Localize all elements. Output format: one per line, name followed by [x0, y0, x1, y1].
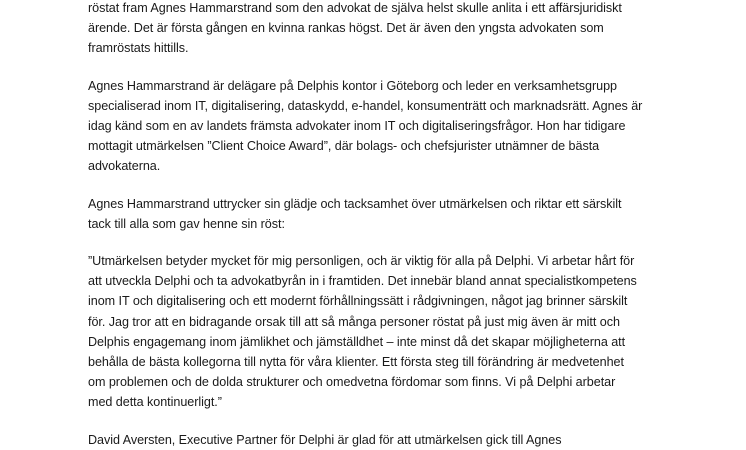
text-line: röstat fram Agnes Hammarstrand som den advokat de själva helst skulle anlita i ett affärsjuridiskt	[88, 1, 622, 15]
paragraph-gratitude	[88, 194, 668, 234]
paragraph-executive-partner	[88, 430, 668, 450]
text-line: Agnes Hammarstrand är delägare på Delphis kontor i Göteborg och leder en verksamhetsgrupp	[88, 78, 617, 93]
text-line: Delphis engagemang inom jämlikhet och jämställdhet – inte minst då det skapar möjligheterna att	[88, 334, 626, 349]
text-line: tack till alla som gav henne sin röst:	[88, 216, 285, 231]
text-line: mottagit utmärkelsen ”Client Choice Award”, där bolags- och chefsjurister utnämner de bästa	[88, 139, 600, 154]
paragraph-ranking-result	[88, 0, 668, 59]
text-line: specialiserad inom IT, digitalisering, dataskydd, e-handel, konsumenträtt och marknadsrätt. Agnes är	[88, 98, 643, 113]
text-line: ”Utmärkelsen betyder mycket för mig personligen, och är viktig för alla på Delphi. Vi arbetar hårt för	[88, 254, 635, 269]
text-line: om problemen och de dolda strukturer och omedvetna fördomar som finns. Vi på Delphi arbetar	[88, 375, 616, 390]
text-line: att utveckla Delphi och ta advokatbyrån in i framtiden. Det innebär bland annat specialistkompetens	[88, 274, 637, 289]
text-line: med detta kontinuerligt.”	[88, 395, 222, 410]
text-line: Agnes Hammarstrand uttrycker sin glädje och tacksamhet över utmärkelsen och riktar ett särskilt	[88, 196, 622, 211]
paragraph-quote	[88, 251, 668, 413]
text-line: framröstats hittills.	[88, 41, 189, 56]
text-line: advokaterna.	[88, 159, 161, 174]
text-line: ärende. Det är första gången en kvinna rankas högst. Det är även den yngsta advokaten som	[88, 21, 604, 36]
text-line: för. Jag tror att en bidragande orsak till att så många personer röstat på just mig även är mitt och	[88, 314, 620, 329]
paragraph-background	[88, 76, 668, 177]
text-line: idag känd som en av landets främsta advokater inom IT och digitaliseringsfrågor. Hon har tidigare	[88, 119, 626, 134]
text-line: David Aversten, Executive Partner för Delphi är glad för att utmärkelsen gick till Agnes	[88, 432, 562, 447]
document-body	[88, 0, 668, 450]
text-line: behålla de bästa kollegorna till nytta för våra klienter. Ett första steg till förändring är medvetenhet	[88, 355, 624, 370]
text-line: inom IT och digitalisering och ett modernt förhållningssätt i rådgivningen, något jag brinner särskilt	[88, 294, 628, 309]
